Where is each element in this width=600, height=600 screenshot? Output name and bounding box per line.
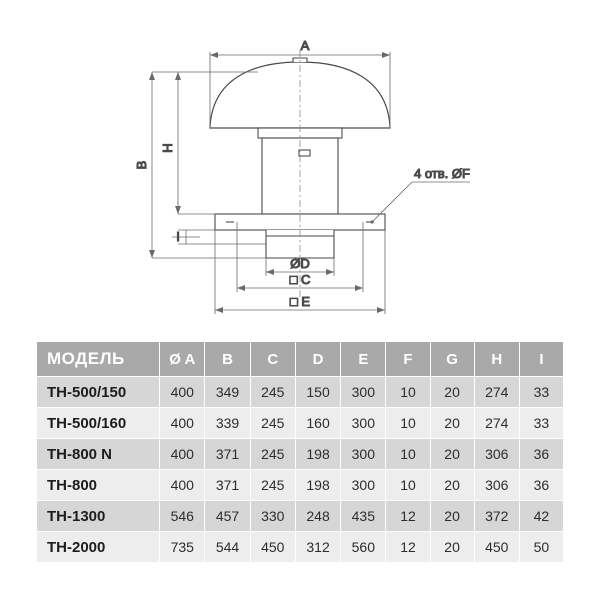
cell-h: 274 — [474, 408, 519, 439]
cell-i: 33 — [519, 377, 563, 408]
cell-g: 20 — [430, 501, 474, 532]
cell-model: ТН-500/160 — [37, 408, 160, 439]
cell-b: 349 — [205, 377, 250, 408]
cell-i: 50 — [519, 532, 563, 563]
column-header-f: F — [386, 342, 430, 377]
cell-i: 42 — [519, 501, 563, 532]
cell-h: 306 — [474, 439, 519, 470]
cell-c: 245 — [250, 470, 295, 501]
column-header-c: C — [250, 342, 295, 377]
column-header-e: E — [341, 342, 386, 377]
dimension-label-i: I — [176, 229, 180, 244]
dimension-label-a: A — [300, 38, 310, 53]
specification-table — [36, 341, 564, 563]
table-header-row — [37, 342, 564, 377]
cell-a: 400 — [160, 439, 205, 470]
table-body — [37, 377, 564, 563]
cell-e: 560 — [341, 532, 386, 563]
cell-e: 300 — [341, 470, 386, 501]
cell-a: 400 — [160, 408, 205, 439]
table-row — [37, 470, 564, 501]
cell-f: 10 — [386, 439, 430, 470]
cell-model: ТН-2000 — [37, 532, 160, 563]
terminal-box — [299, 150, 310, 156]
cell-b: 371 — [205, 470, 250, 501]
cell-c: 245 — [250, 377, 295, 408]
cell-g: 20 — [430, 377, 474, 408]
cell-f: 12 — [386, 532, 430, 563]
cell-c: 245 — [250, 408, 295, 439]
cell-b: 457 — [205, 501, 250, 532]
dimension-label-h: H — [160, 143, 175, 153]
cell-i: 36 — [519, 439, 563, 470]
cell-g: 20 — [430, 470, 474, 501]
table-row — [37, 377, 564, 408]
dimension-label-c: □ C — [289, 272, 311, 287]
cell-c: 450 — [250, 532, 295, 563]
column-header-a: Ø A — [160, 342, 205, 377]
cell-model: ТН-500/150 — [37, 377, 160, 408]
dimension-label-d: ØD — [290, 256, 310, 271]
cell-e: 300 — [341, 439, 386, 470]
cell-a: 735 — [160, 532, 205, 563]
cell-e: 300 — [341, 408, 386, 439]
leader-label-holes: 4 отв. ØF — [414, 166, 470, 181]
cell-b: 371 — [205, 439, 250, 470]
cell-g: 20 — [430, 408, 474, 439]
table-row — [37, 532, 564, 563]
table-row — [37, 408, 564, 439]
table-row — [37, 501, 564, 532]
dimension-i — [172, 230, 266, 244]
column-header-g: G — [430, 342, 474, 377]
cell-model: ТН-800 — [37, 470, 160, 501]
cell-h: 450 — [474, 532, 519, 563]
column-header-b: B — [205, 342, 250, 377]
cell-b: 544 — [205, 532, 250, 563]
cell-f: 12 — [386, 501, 430, 532]
table-header — [37, 342, 564, 377]
cell-i: 33 — [519, 408, 563, 439]
cell-f: 10 — [386, 377, 430, 408]
dimension-label-e: □ E — [289, 294, 311, 309]
cell-d: 198 — [295, 439, 340, 470]
cell-h: 306 — [474, 470, 519, 501]
cell-d: 312 — [295, 532, 340, 563]
cell-model: ТН-1300 — [37, 501, 160, 532]
cell-d: 150 — [295, 377, 340, 408]
cell-a: 400 — [160, 377, 205, 408]
cell-g: 20 — [430, 439, 474, 470]
cell-h: 372 — [474, 501, 519, 532]
cell-g: 20 — [430, 532, 474, 563]
cell-i: 36 — [519, 470, 563, 501]
cell-h: 274 — [474, 377, 519, 408]
cell-d: 198 — [295, 470, 340, 501]
cell-c: 330 — [250, 501, 295, 532]
table-row — [37, 439, 564, 470]
cell-model: ТН-800 N — [37, 439, 160, 470]
column-header-i: I — [519, 342, 563, 377]
cell-c: 245 — [250, 439, 295, 470]
column-header-d: D — [295, 342, 340, 377]
dimension-label-b: B — [134, 160, 149, 170]
cell-e: 435 — [341, 501, 386, 532]
cell-d: 160 — [295, 408, 340, 439]
column-header-h: H — [474, 342, 519, 377]
cell-f: 10 — [386, 408, 430, 439]
cell-e: 300 — [341, 377, 386, 408]
cell-a: 546 — [160, 501, 205, 532]
cell-f: 10 — [386, 470, 430, 501]
cell-b: 339 — [205, 408, 250, 439]
cell-a: 400 — [160, 470, 205, 501]
cell-d: 248 — [295, 501, 340, 532]
column-header-model: МОДЕЛЬ — [37, 342, 160, 377]
